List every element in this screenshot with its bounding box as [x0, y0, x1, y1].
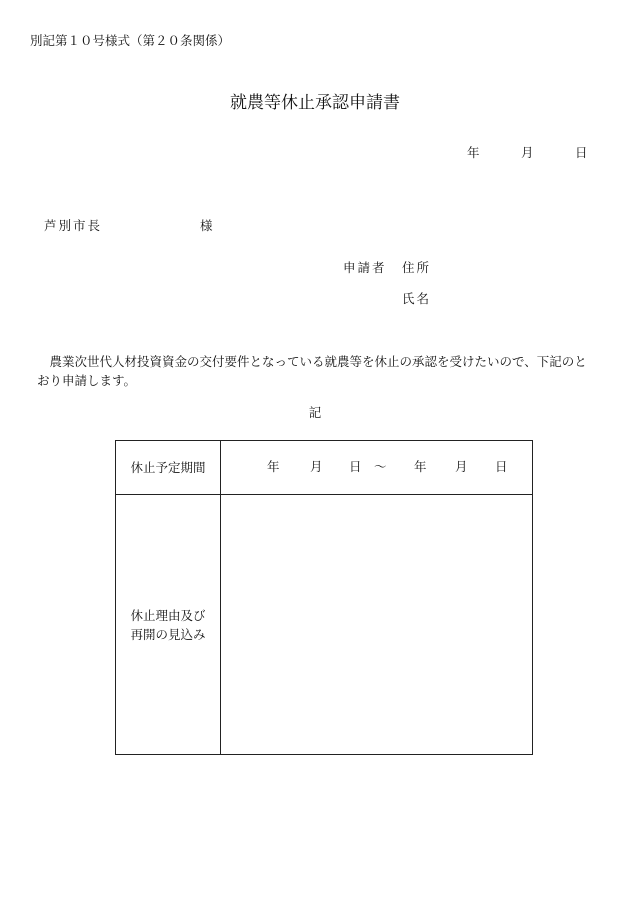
start-month-label: 月: [310, 459, 323, 474]
form-number: 別記第１０号様式（第２０条関係）: [30, 33, 231, 48]
reason-row: [116, 495, 533, 755]
addressee: 芦別市長: [44, 218, 103, 233]
period-label: 休止予定期間: [116, 441, 221, 495]
request-body-text: 農業次世代人材投資資金の交付要件となっている就農等を休止の承認を受けたいので、下記のとおり申請します。: [37, 354, 587, 388]
reason-label-line1: 休止理由及び: [130, 607, 206, 623]
applicant-label: 申請者: [343, 260, 387, 275]
end-year-label: 年: [414, 459, 427, 474]
reason-label: [116, 495, 221, 755]
name-label: 氏名: [402, 291, 432, 306]
end-month-label: 月: [455, 459, 468, 474]
reason-value-cell[interactable]: [221, 495, 533, 755]
address-label: 住所: [402, 260, 432, 275]
period-separator: ～: [374, 459, 387, 474]
ki-heading: 記: [308, 405, 322, 420]
date-year-label: 年: [467, 145, 480, 160]
honorific: 様: [200, 218, 213, 233]
reason-label-line2: 再開の見込み: [130, 626, 206, 642]
detail-table: [115, 440, 533, 755]
document-title: 就農等休止承認申請書: [230, 93, 400, 113]
date-day-label: 日: [575, 145, 588, 160]
date-month-label: 月: [521, 145, 534, 160]
end-day-label: 日: [495, 459, 508, 474]
period-value-cell[interactable]: [221, 441, 533, 495]
period-row: [116, 441, 533, 495]
start-day-label: 日: [349, 459, 362, 474]
start-year-label: 年: [267, 459, 280, 474]
